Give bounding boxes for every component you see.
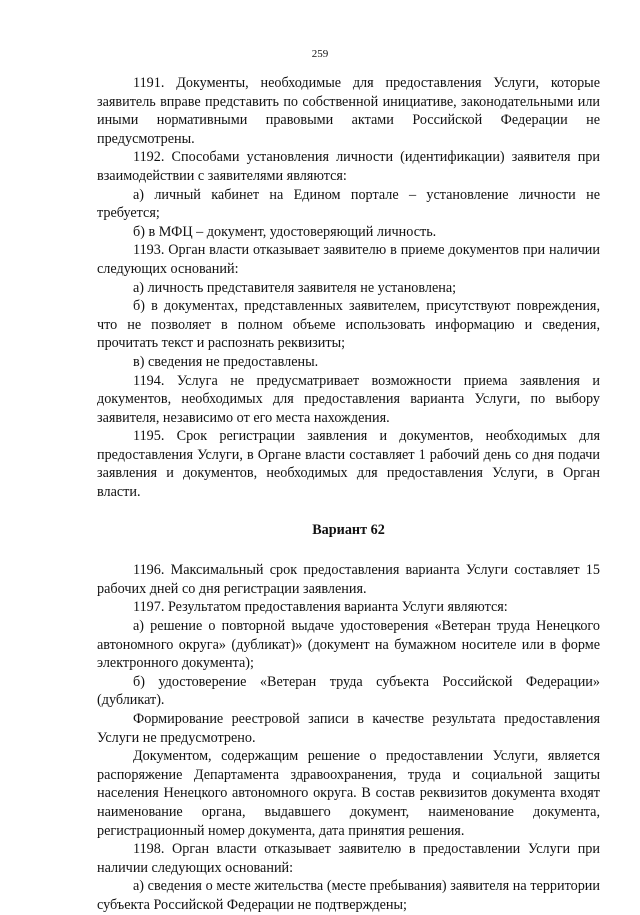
paragraph-1193-b: б) в документах, представленных заявителем, присутствуют повреждения, что не позволяет в полном объеме использовать информацию и сведения, прочитать текст и распознать реквизиты; xyxy=(97,298,600,352)
paragraph-1193-a: а) личность представителя заявителя не установлена; xyxy=(133,279,457,296)
paragraph-1198: 1198. Орган власти отказывает заявителю в предоставлении Услуги при наличии следующих оснований: xyxy=(97,841,600,876)
paragraph-1197: 1197. Результатом предоставления варианта Услуги являются: xyxy=(133,599,508,616)
paragraph-1193: 1193. Орган власти отказывает заявителю в приеме документов при наличии следующих оснований: xyxy=(97,242,600,277)
paragraph-1196: 1196. Максимальный срок предоставления варианта Услуги составляет 15 рабочих дней со дня регистрации заявления. xyxy=(97,562,600,597)
document-body xyxy=(97,74,600,915)
paragraph-decision-document: Документом, содержащим решение о предоставлении Услуги, является распоряжение Департамента здравоохранения, труда и социальной защиты населения Ненецкого автономного округа. В состав реквизитов документа входят наименование органа, выдавшего документ, наименование документа, регистрационный номер документа, дата принятия решения. xyxy=(97,748,600,839)
paragraph-1191: 1191. Документы, необходимые для предоставления Услуги, которые заявитель вправе представить по собственной инициативе, законодательными или иными нормативными правовыми актами Российской Федерации не предусмотрены. xyxy=(97,75,600,147)
paragraph-1192: 1192. Способами установления личности (идентификации) заявителя при взаимодействии с заявителями являются: xyxy=(97,149,600,184)
paragraph-1197-b: б) удостоверение «Ветеран труда субъекта Российской Федерации» (дубликат). xyxy=(97,673,600,709)
paragraph-1192-a: а) личный кабинет на Едином портале – установление личности не требуется; xyxy=(97,186,600,222)
page-number: 259 xyxy=(311,48,329,60)
paragraph-1193-c: в) сведения не предоставлены. xyxy=(133,353,319,370)
paragraph-1192-b: б) в МФЦ – документ, удостоверяющий личность. xyxy=(133,223,437,240)
paragraph-1194: 1194. Услуга не предусматривает возможности приема заявления и документов, необходимых для предоставления варианта Услуги, по выбору заявителя, независимо от его места нахождения. xyxy=(97,372,600,426)
paragraph-1195: 1195. Срок регистрации заявления и документов, необходимых для предоставления Услуги, в Органе власти составляет 1 рабочий день со дня подачи заявления и документов, необходимых для предоставления Услуги, в Орган власти. xyxy=(97,428,600,501)
paragraph-registry-note: Формирование реестровой записи в качестве результата предоставления Услуги не предусмотрено. xyxy=(97,711,600,746)
paragraph-1198-a: а) сведения о месте жительства (месте пребывания) заявителя на территории субъекта Российской Федерации не подтверждены; xyxy=(97,878,600,913)
section-heading: Вариант 62 xyxy=(312,521,385,538)
paragraph-1197-a: а) решение о повторной выдаче удостоверения «Ветеран труда Ненецкого автономного округа» (дубликат)» (документ на бумажном носителе или в форме электронного документа); xyxy=(97,618,600,672)
